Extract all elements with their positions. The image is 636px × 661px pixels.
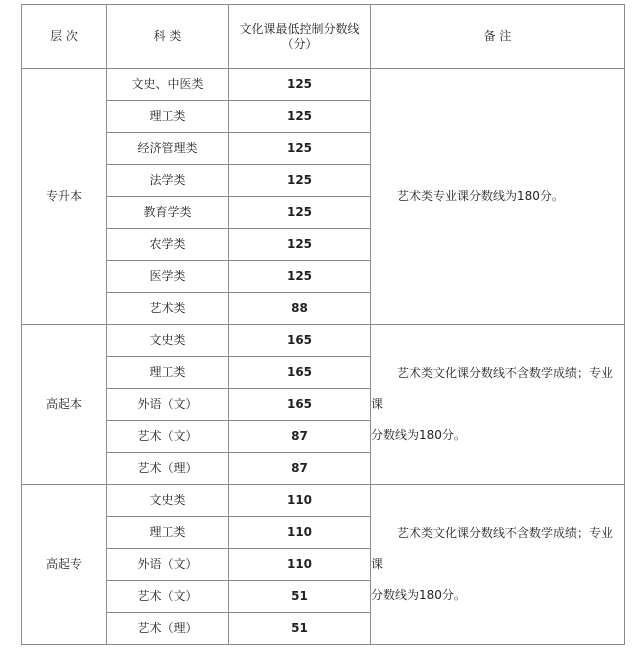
note-cell [371, 325, 625, 485]
score-table [21, 4, 625, 645]
score-cell: 88 [229, 293, 371, 325]
header-score [229, 5, 371, 69]
subject-cell: 医学类 [107, 261, 229, 293]
level-cell: 高起本 [22, 325, 107, 485]
table-row [22, 69, 625, 101]
note-line-2: 分数线为180分。 [371, 588, 466, 602]
subject-cell: 农学类 [107, 229, 229, 261]
score-cell: 125 [229, 197, 371, 229]
header-row [22, 5, 625, 69]
score-cell: 110 [229, 549, 371, 581]
score-cell: 125 [229, 229, 371, 261]
note-line-1: 艺术类文化课分数线不含数学成绩；专业课 [371, 366, 614, 411]
score-cell: 87 [229, 421, 371, 453]
subject-cell: 艺术（理） [107, 613, 229, 645]
level-cell: 高起专 [22, 485, 107, 645]
table-row [22, 485, 625, 517]
score-cell: 125 [229, 261, 371, 293]
score-cell: 110 [229, 517, 371, 549]
header-level: 层 次 [22, 5, 107, 69]
score-cell: 125 [229, 101, 371, 133]
note-line-2: 分数线为180分。 [371, 428, 466, 442]
header-subject: 科 类 [107, 5, 229, 69]
subject-cell: 理工类 [107, 357, 229, 389]
score-cell: 125 [229, 69, 371, 101]
score-cell: 165 [229, 389, 371, 421]
subject-cell: 文史类 [107, 325, 229, 357]
subject-cell: 文史类 [107, 485, 229, 517]
subject-cell: 外语（文） [107, 549, 229, 581]
score-cell: 165 [229, 357, 371, 389]
level-cell: 专升本 [22, 69, 107, 325]
header-note: 备 注 [371, 5, 625, 69]
subject-cell: 艺术（理） [107, 453, 229, 485]
table-row [22, 325, 625, 357]
subject-cell: 教育学类 [107, 197, 229, 229]
note-cell [371, 69, 625, 325]
score-cell: 110 [229, 485, 371, 517]
header-score-line2: （分） [281, 36, 318, 51]
subject-cell: 法学类 [107, 165, 229, 197]
note-line-1: 艺术类文化课分数线不含数学成绩；专业课 [371, 526, 614, 571]
subject-cell: 外语（文） [107, 389, 229, 421]
subject-cell: 经济管理类 [107, 133, 229, 165]
subject-cell: 艺术（文） [107, 581, 229, 613]
score-cell: 87 [229, 453, 371, 485]
note-text: 艺术类专业课分数线为180分。 [397, 189, 564, 203]
score-cell: 125 [229, 133, 371, 165]
score-cell: 125 [229, 165, 371, 197]
subject-cell: 艺术类 [107, 293, 229, 325]
note-cell [371, 485, 625, 645]
subject-cell: 文史、中医类 [107, 69, 229, 101]
subject-cell: 理工类 [107, 517, 229, 549]
score-cell: 165 [229, 325, 371, 357]
subject-cell: 艺术（文） [107, 421, 229, 453]
header-score-line1: 文化课最低控制分数线 [239, 21, 360, 36]
score-cell: 51 [229, 613, 371, 645]
score-cell: 51 [229, 581, 371, 613]
subject-cell: 理工类 [107, 101, 229, 133]
